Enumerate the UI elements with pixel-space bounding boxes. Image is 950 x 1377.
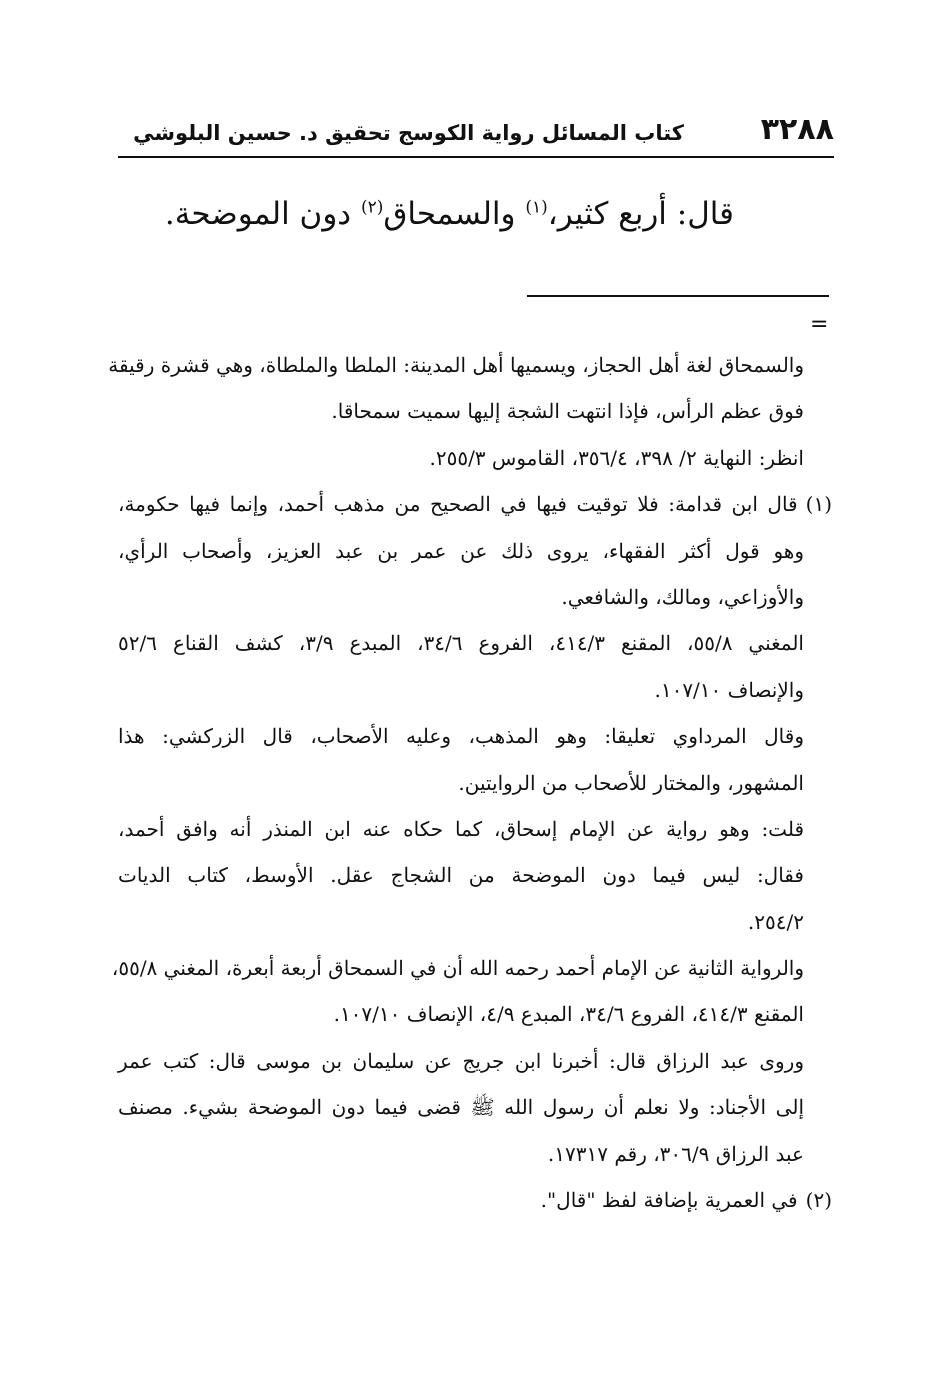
- footnote-ref-2: (٢): [360, 197, 384, 218]
- footnote-line: والإنصاف ١٠٧/١٠.: [654, 677, 804, 702]
- footnote-line-text: في العمرية بإضافة لفظ "قال".: [540, 1188, 798, 1213]
- footnote-line: وهو قول أكثر الفقهاء، يروى ذلك عن عمر بن عبد العزيز، وأصحاب الرأي،: [118, 538, 804, 563]
- footnote-line: والسمحاق لغة أهل الحجاز، ويسميها أهل المدينة: الملطا والملطاة، وهي قشرة رقيقة: [108, 353, 804, 377]
- main-text-line: [165, 190, 734, 238]
- footnote-ref-1: (١): [525, 197, 548, 218]
- footnote-line: المشهور، والمختار للأصحاب من الروايتين.: [458, 770, 804, 795]
- footnote-line: والأوزاعي، ومالك، والشافعي.: [561, 584, 804, 609]
- footnote-line-text: قال ابن قدامة: فلا توقيت فيها في الصحيح من مذهب أحمد، وإنما فيها حكومة،: [118, 492, 798, 517]
- footnote-line: فقال: ليس فيما دون الموضحة من الشجاج عقل. الأوسط، كتاب الديات: [118, 863, 804, 888]
- footnote-line: إلى الأجناد: ولا نعلم أن رسول الله ﷺ قضى فيما دون الموضحة بشيء. مصنف: [118, 1095, 804, 1120]
- main-text-segment: والسمحاق: [383, 196, 526, 232]
- continuation-mark: =: [810, 312, 829, 337]
- footnote-line: فوق عظم الرأس، فإذا انتهت الشجة إليها سميت سمحاقا.: [331, 399, 804, 424]
- footnote-line: المقنع ٤١٤/٣، الفروع ٣٤/٦، المبدع ٤/٩، الإنصاف ١٠٧/١٠.: [333, 1002, 804, 1027]
- footnote-line: انظر: النهاية ٢/ ٣٩٨، ٣٥٦/٤، القاموس ٢٥٥/٣.: [429, 445, 804, 470]
- footnote-line: وقال المرداوي تعليقا: وهو المذهب، وعليه الأصحاب، قال الزركشي: هذا: [118, 724, 804, 749]
- main-text-segment: قال: أربع كثير،: [547, 196, 734, 232]
- running-title: كتاب المسائل رواية الكوسج تحقيق د. حسين البلوشي: [133, 121, 684, 145]
- footnote-line: المغني ٥٥/٨، المقنع ٤١٤/٣، الفروع ٣٤/٦، المبدع ٣/٩، كشف القناع ٥٢/٦: [118, 631, 804, 656]
- footnotes: [108, 342, 832, 1223]
- footnote-1-first-line: [118, 481, 832, 527]
- footnote-line: قلت: وهو رواية عن الإمام إسحاق، كما حكاه عنه ابن المنذر أنه وافق أحمد،: [118, 816, 805, 841]
- header-rule: [118, 156, 834, 158]
- footnote-number: (٢): [805, 1188, 832, 1213]
- footnote-line: ٢٥٤/٢.: [747, 909, 804, 934]
- main-text-segment: دون الموضحة.: [164, 196, 361, 232]
- page-number: ٣٢٨٨: [760, 112, 834, 147]
- footnote-2-line: [118, 1177, 832, 1223]
- footnote-line: وروى عبد الرزاق قال: أخبرنا ابن جريج عن سليمان بن موسى قال: كتب عمر: [118, 1048, 804, 1073]
- footnote-number: (١): [805, 492, 832, 517]
- footnote-line: والرواية الثانية عن الإمام أحمد رحمه الله أن في السمحاق أربعة أبعرة، المغني ٥٥/٨،: [111, 956, 804, 981]
- footnote-separator: [527, 295, 829, 297]
- page-header: [118, 108, 834, 154]
- footnote-line: عبد الرزاق ٣٠٦/٩، رقم ١٧٣١٧.: [547, 1141, 804, 1166]
